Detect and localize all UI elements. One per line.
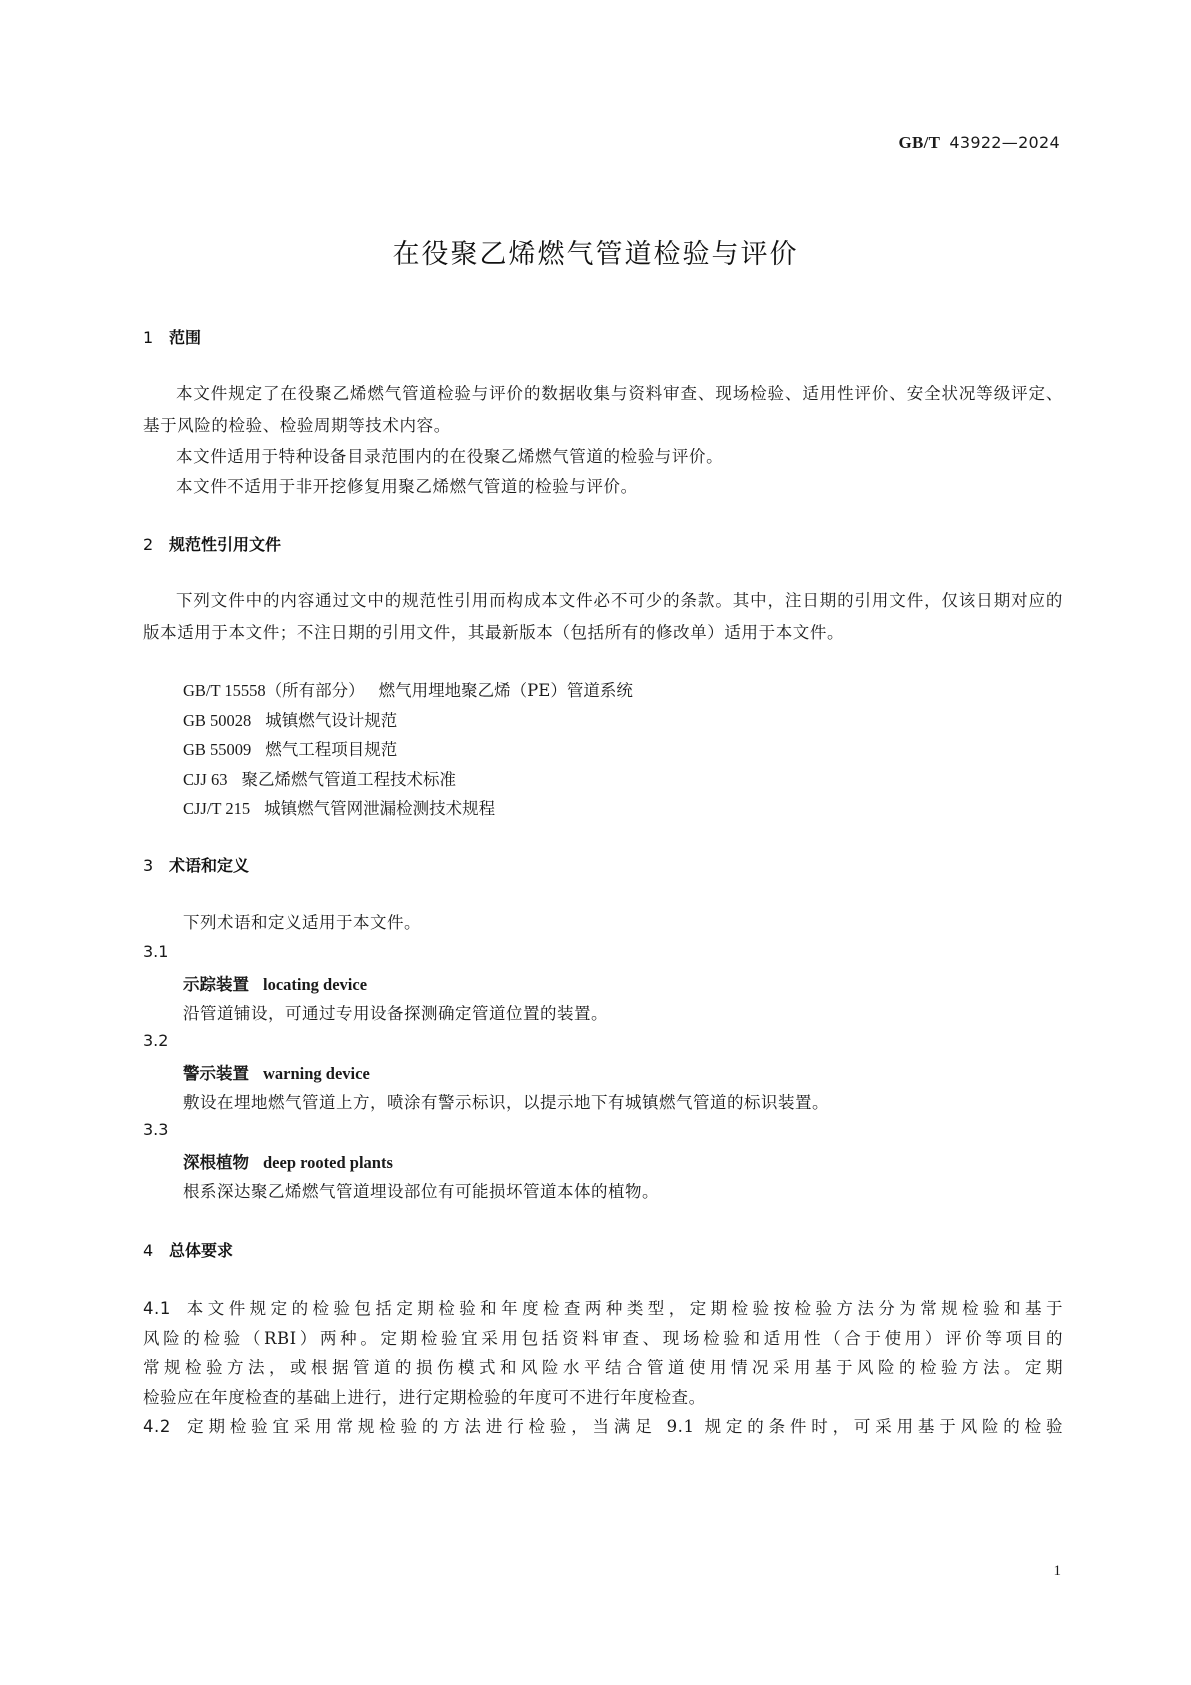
clause-4-1-line: 常规检验方法，或根据管道的损伤模式和风险水平结合管道使用情况采用基于风险的检验方法。定期 — [143, 1358, 1063, 1377]
terms-intro: 下列术语和定义适用于本文件。 — [183, 913, 421, 932]
document-title: 在役聚乙烯燃气管道检验与评价 — [392, 239, 799, 270]
scope-paragraph-1: 本文件规定了在役聚乙烯燃气管道检验与评价的数据收集与资料审查、现场检验、适用性评价、安全状况等级评定、基于风险的检验、检验周期等技术内容。 — [143, 384, 1063, 435]
reference-item: CJJ 63 聚乙烯燃气管道工程技术标准 — [183, 770, 456, 789]
references-intro: 下列文件中的内容通过文中的规范性引用而构成本文件必不可少的条款。其中，注日期的引用文件，仅该日期对应的版本适用于本文件；不注日期的引用文件，其最新版本（包括所有的修改单）适用于本文件。 — [143, 591, 1063, 642]
reference-item: CJJ/T 215 城镇燃气管网泄漏检测技术规程 — [183, 799, 496, 818]
term-title: 警示装置 warning device — [183, 1064, 370, 1083]
term-title: 深根植物 deep rooted plants — [183, 1153, 393, 1172]
clause-4-1-line: 4.1 本文件规定的检验包括定期检验和年度检查两种类型，定期检验按检验方法分为常规检验和基于 — [143, 1299, 1063, 1318]
term-number: 3.2 — [143, 1031, 169, 1050]
section-heading-1: 1 范围 — [143, 328, 202, 347]
term-number: 3.3 — [143, 1120, 169, 1139]
clause-4-2-line: 4.2 定期检验宜采用常规检验的方法进行检验，当满足 9.1 规定的条件时，可采用基于风险的检验 — [143, 1417, 1063, 1436]
term-definition: 沿管道铺设，可通过专用设备探测确定管道位置的装置。 — [183, 1004, 608, 1023]
term-definition: 敷设在埋地燃气管道上方，喷涂有警示标识，以提示地下有城镇燃气管道的标识装置。 — [183, 1093, 829, 1112]
page-number: 1 — [1053, 1563, 1061, 1579]
standard-number — [898, 133, 1060, 153]
scope-paragraph-3: 本文件不适用于非开挖修复用聚乙烯燃气管道的检验与评价。 — [176, 477, 638, 496]
clause-4-1-line: 检验应在年度检查的基础上进行，进行定期检验的年度可不进行年度检查。 — [143, 1388, 706, 1407]
reference-item: GB 55009 燃气工程项目规范 — [183, 740, 398, 759]
term-definition: 根系深达聚乙烯燃气管道埋设部位有可能损坏管道本体的植物。 — [183, 1182, 659, 1201]
term-number: 3.1 — [143, 942, 169, 961]
section-heading-4: 4 总体要求 — [143, 1241, 234, 1260]
scope-paragraph-2: 本文件适用于特种设备目录范围内的在役聚乙烯燃气管道的检验与评价。 — [176, 447, 724, 466]
standard-code: 43922—2024 — [949, 133, 1060, 152]
reference-item: GB 50028 城镇燃气设计规范 — [183, 711, 398, 730]
standard-prefix: GB/T — [898, 133, 941, 152]
section-heading-3: 3 术语和定义 — [143, 856, 250, 875]
reference-item: GB/T 15558（所有部分） 燃气用埋地聚乙烯（PE）管道系统 — [183, 681, 633, 700]
section-heading-2: 2 规范性引用文件 — [143, 535, 282, 554]
clause-4-1-line: 风险的检验（RBI）两种。定期检验宜采用包括资料审查、现场检验和适用性（合于使用）评价等项目的 — [143, 1329, 1063, 1348]
term-title: 示踪装置 locating device — [183, 975, 368, 994]
